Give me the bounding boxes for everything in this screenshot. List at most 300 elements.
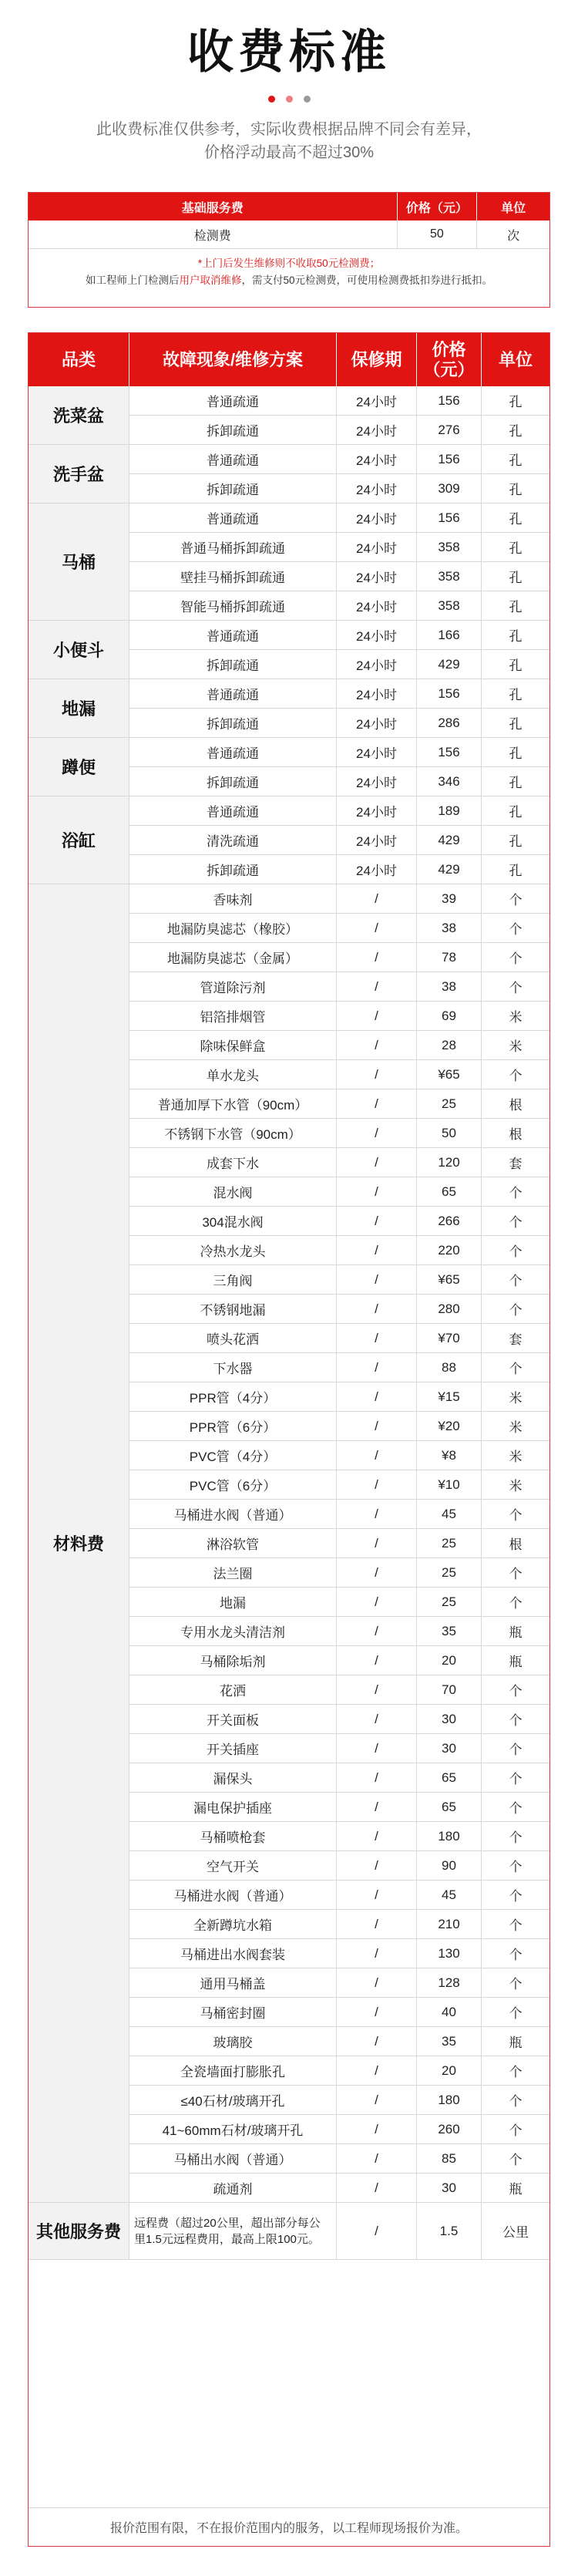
row-item: 41~60mm石材/玻璃开孔	[129, 2115, 337, 2143]
row-price: 40	[417, 1998, 482, 2026]
table-row	[129, 1148, 549, 1177]
row-item: 智能马桶拆卸疏通	[129, 591, 337, 620]
table-row	[129, 1646, 549, 1675]
row-price: 358	[417, 562, 482, 591]
row-unit: 个	[509, 1567, 523, 1581]
category-cell: 洗菜盆	[29, 386, 129, 445]
row-unit: 个	[509, 1508, 523, 1523]
row-price: 39	[417, 884, 482, 913]
row-item: PPR管（4分）	[129, 1382, 337, 1411]
row-item: 下水器	[129, 1353, 337, 1382]
row-warranty: /	[337, 1617, 417, 1645]
category-cell: 地漏	[29, 679, 129, 738]
table-row	[129, 2174, 549, 2203]
row-unit: 孔	[509, 571, 523, 585]
row-unit: 米	[509, 1391, 523, 1406]
table-row	[129, 2203, 549, 2260]
row-warranty: /	[337, 1060, 417, 1089]
row-unit: 个	[509, 2065, 523, 2079]
row-price: 25	[417, 1588, 482, 1616]
intro-text	[0, 118, 578, 164]
row-warranty: 24小时	[337, 767, 417, 796]
row-warranty: /	[337, 972, 417, 1001]
row-unit: 米	[509, 1420, 523, 1435]
table-row	[129, 503, 549, 533]
row-item: 地漏防臭滤芯（橡胶）	[129, 914, 337, 942]
row-price: ¥65	[417, 1265, 482, 1294]
table-row	[129, 445, 549, 474]
row-warranty: /	[337, 1851, 417, 1880]
row-item: 淋浴软管	[129, 1529, 337, 1557]
row-item: 拆卸疏通	[129, 416, 337, 444]
row-price: 309	[417, 474, 482, 503]
row-price: 25	[417, 1529, 482, 1557]
row-unit: 孔	[509, 541, 523, 556]
row-unit: 孔	[509, 424, 523, 439]
table-row	[129, 914, 549, 943]
row-unit: 个	[509, 1362, 523, 1376]
row-unit: 孔	[509, 805, 523, 820]
row-warranty: /	[337, 884, 417, 913]
row-price: 429	[417, 650, 482, 679]
row-warranty: 24小时	[337, 621, 417, 649]
category-cell: 蹲便	[29, 738, 129, 796]
row-item: PVC管（6分）	[129, 1470, 337, 1499]
table-row	[129, 1910, 549, 1939]
row-unit: 个	[509, 922, 523, 937]
row-warranty: 24小时	[337, 709, 417, 737]
row-unit: 孔	[509, 483, 523, 497]
table-row	[129, 1412, 549, 1441]
row-warranty: 24小时	[337, 650, 417, 679]
table-row	[129, 855, 549, 884]
header-category: 品类	[29, 333, 129, 386]
row-unit: 孔	[509, 776, 523, 790]
row-unit: 孔	[509, 629, 523, 644]
row-unit: 米	[509, 1479, 523, 1493]
row-price: ¥8	[417, 1441, 482, 1470]
table-row	[129, 1441, 549, 1470]
row-price: 88	[417, 1353, 482, 1382]
row-item: 不锈钢下水管（90cm）	[129, 1119, 337, 1147]
row-warranty: /	[337, 1324, 417, 1352]
row-price: 85	[417, 2144, 482, 2173]
row-price: 429	[417, 855, 482, 884]
row-warranty: /	[337, 1089, 417, 1118]
row-item: 漏电保护插座	[129, 1793, 337, 1821]
row-price: 30	[417, 1705, 482, 1733]
row-price: 50	[417, 1119, 482, 1147]
row-price: 180	[417, 1822, 482, 1850]
row-warranty: /	[337, 1822, 417, 1850]
row-price: 266	[417, 1207, 482, 1235]
basic-table-header	[29, 193, 549, 221]
header-warranty: 保修期	[337, 333, 417, 386]
basic-note	[29, 249, 549, 295]
row-warranty: /	[337, 2086, 417, 2114]
table-row	[129, 826, 549, 855]
category-cell: 洗手盆	[29, 445, 129, 503]
row-warranty: /	[337, 2056, 417, 2085]
row-item: 法兰圈	[129, 1558, 337, 1587]
row-item: 空气开关	[129, 1851, 337, 1880]
table-row	[129, 1002, 549, 1031]
page-title: 收费标准	[187, 26, 391, 78]
row-price: 189	[417, 796, 482, 825]
row-warranty: /	[337, 1002, 417, 1030]
row-price: 128	[417, 1968, 482, 1997]
row-unit: 孔	[509, 600, 523, 615]
row-item: 除味保鲜盒	[129, 1031, 337, 1059]
row-warranty: /	[337, 1646, 417, 1675]
row-item: 拆卸疏通	[129, 474, 337, 503]
row-item: 普通疏通	[129, 738, 337, 766]
row-warranty: /	[337, 1265, 417, 1294]
row-price: ¥65	[417, 1060, 482, 1089]
row-item: 铝箔排烟管	[129, 1002, 337, 1030]
basic-header-service: 基础服务费	[29, 193, 398, 221]
row-warranty: /	[337, 1793, 417, 1821]
dot-2	[286, 96, 293, 103]
category-cell: 浴缸	[29, 796, 129, 884]
row-unit: 个	[509, 1215, 523, 1230]
row-item: 喷头花洒	[129, 1324, 337, 1352]
pagination-dots	[0, 96, 578, 103]
row-warranty: /	[337, 914, 417, 942]
table-row	[129, 1793, 549, 1822]
row-unit: 米	[509, 1010, 523, 1025]
row-item: 304混水阀	[129, 1207, 337, 1235]
row-unit: 孔	[509, 688, 523, 702]
table-row	[129, 2115, 549, 2144]
row-price: 90	[417, 1851, 482, 1880]
row-unit: 米	[509, 1039, 523, 1054]
row-price: 156	[417, 445, 482, 473]
row-item: 漏保头	[129, 1763, 337, 1792]
row-price: 156	[417, 503, 482, 532]
row-item: 清洗疏通	[129, 826, 337, 854]
row-warranty: /	[337, 1353, 417, 1382]
note-text-b: ，需支付50元检测费，可使用检测费抵扣券进行抵扣。	[241, 274, 492, 286]
row-warranty: 24小时	[337, 445, 417, 473]
row-item: 普通疏通	[129, 796, 337, 825]
row-unit: 个	[509, 2123, 523, 2138]
row-warranty: /	[337, 1763, 417, 1792]
row-item: ≤40石材/玻璃开孔	[129, 2086, 337, 2114]
row-price: 358	[417, 591, 482, 620]
table-row	[129, 1763, 549, 1793]
row-item: 普通疏通	[129, 679, 337, 708]
row-unit: 根	[509, 1098, 523, 1113]
row-warranty: /	[337, 1295, 417, 1323]
row-unit: 孔	[509, 717, 523, 732]
table-row	[129, 1500, 549, 1529]
row-warranty: 24小时	[337, 386, 417, 415]
row-warranty: /	[337, 2027, 417, 2056]
row-price: 65	[417, 1793, 482, 1821]
row-item: 不锈钢地漏	[129, 1295, 337, 1323]
row-unit: 瓶	[509, 1655, 523, 1669]
row-item: 马桶进水阀（普通）	[129, 1500, 337, 1528]
row-warranty: /	[337, 943, 417, 971]
row-item: 地漏防臭滤芯（金属）	[129, 943, 337, 971]
row-warranty: 24小时	[337, 503, 417, 532]
row-warranty: /	[337, 1968, 417, 1997]
table-row	[129, 1265, 549, 1295]
row-warranty: /	[337, 2203, 417, 2259]
row-item: 普通马桶拆卸疏通	[129, 533, 337, 561]
basic-row-unit: 次	[507, 229, 520, 243]
row-unit: 个	[509, 1801, 523, 1816]
row-unit: 个	[509, 1772, 523, 1786]
row-item: 拆卸疏通	[129, 855, 337, 884]
category-cell: 材料费	[29, 884, 129, 2203]
row-price: 166	[417, 621, 482, 649]
row-price: 35	[417, 2027, 482, 2056]
row-warranty: /	[337, 1148, 417, 1177]
row-unit: 个	[509, 1889, 523, 1904]
row-unit: 个	[509, 1186, 523, 1200]
row-unit: 瓶	[509, 1625, 523, 1640]
row-price: ¥70	[417, 1324, 482, 1352]
row-price: 358	[417, 533, 482, 561]
row-warranty: /	[337, 1734, 417, 1763]
row-warranty: /	[337, 1470, 417, 1499]
basic-table-row	[29, 221, 549, 249]
row-price: 220	[417, 1236, 482, 1264]
row-price: 38	[417, 914, 482, 942]
row-price: 30	[417, 2174, 482, 2202]
row-price: 20	[417, 1646, 482, 1675]
row-price: 45	[417, 1881, 482, 1909]
row-price: 28	[417, 1031, 482, 1059]
table-row	[129, 1998, 549, 2027]
row-warranty: 24小时	[337, 796, 417, 825]
row-item: 冷热水龙头	[129, 1236, 337, 1264]
basic-row-price: 50	[398, 221, 478, 248]
row-item: 拆卸疏通	[129, 650, 337, 679]
row-price: 65	[417, 1763, 482, 1792]
row-warranty: /	[337, 1881, 417, 1909]
row-item: 专用水龙头清洁剂	[129, 1617, 337, 1645]
table-row	[129, 650, 549, 679]
row-item: 花洒	[129, 1675, 337, 1704]
row-warranty: 24小时	[337, 416, 417, 444]
table-row	[129, 1236, 549, 1265]
table-row	[129, 2027, 549, 2056]
row-unit: 个	[509, 1977, 523, 1992]
price-table	[28, 332, 550, 2547]
row-warranty: 24小时	[337, 474, 417, 503]
table-row	[129, 1851, 549, 1881]
row-unit: 个	[509, 2153, 523, 2167]
row-unit: 个	[509, 1918, 523, 1933]
note-text-highlight: 用户取消维修	[179, 274, 242, 286]
row-item: 马桶密封圈	[129, 1998, 337, 2026]
table-row	[129, 1734, 549, 1763]
row-unit: 瓶	[509, 2182, 523, 2197]
basic-service-table	[28, 192, 550, 308]
row-warranty: /	[337, 1939, 417, 1968]
table-row	[129, 1470, 549, 1500]
row-price: 346	[417, 767, 482, 796]
row-price: 30	[417, 1734, 482, 1763]
row-warranty: /	[337, 2144, 417, 2173]
row-warranty: /	[337, 1500, 417, 1528]
table-row	[129, 1617, 549, 1646]
row-item: 成套下水	[129, 1148, 337, 1177]
table-row	[129, 591, 549, 621]
basic-row-name: 检测费	[29, 221, 398, 248]
row-price: 78	[417, 943, 482, 971]
row-price: 276	[417, 416, 482, 444]
row-item: 马桶喷枪套	[129, 1822, 337, 1850]
row-item: 三角阀	[129, 1265, 337, 1294]
row-unit: 个	[509, 981, 523, 995]
row-item: 开关面板	[129, 1705, 337, 1733]
row-price: 429	[417, 826, 482, 854]
category-cell: 其他服务费	[29, 2203, 129, 2260]
row-price: ¥15	[417, 1382, 482, 1411]
table-row	[129, 1089, 549, 1119]
row-item: 玻璃胶	[129, 2027, 337, 2056]
row-item: PPR管（6分）	[129, 1412, 337, 1440]
table-row	[129, 1881, 549, 1910]
basic-note-line-1: *上门后发生维修则不收取50元检测费；	[197, 258, 381, 269]
row-unit: 套	[509, 1332, 523, 1347]
row-price: 35	[417, 1617, 482, 1645]
header-item: 故障现象/维修方案	[129, 333, 337, 386]
row-price: ¥20	[417, 1412, 482, 1440]
row-price: 286	[417, 709, 482, 737]
row-item: 拆卸疏通	[129, 767, 337, 796]
header-unit: 单位	[498, 349, 533, 369]
category-cell: 马桶	[29, 503, 129, 621]
row-price: 156	[417, 386, 482, 415]
row-item: 单水龙头	[129, 1060, 337, 1089]
table-row	[129, 1295, 549, 1324]
table-row	[129, 386, 549, 416]
row-price: 38	[417, 972, 482, 1001]
table-row	[129, 2144, 549, 2174]
row-item: 全瓷墙面打膨胀孔	[129, 2056, 337, 2085]
row-price: 65	[417, 1177, 482, 1206]
row-price: 156	[417, 679, 482, 708]
table-row	[129, 884, 549, 914]
row-warranty: /	[337, 1441, 417, 1470]
row-price: 130	[417, 1939, 482, 1968]
row-unit: 个	[509, 1830, 523, 1845]
row-unit: 孔	[509, 453, 523, 468]
table-row	[129, 679, 549, 709]
table-row	[129, 767, 549, 796]
row-item: 香味剂	[129, 884, 337, 913]
row-item: 管道除污剂	[129, 972, 337, 1001]
row-warranty: /	[337, 1558, 417, 1587]
table-row	[129, 972, 549, 1002]
row-price: 210	[417, 1910, 482, 1938]
row-item: 普通加厚下水管（90cm）	[129, 1089, 337, 1118]
row-price: 69	[417, 1002, 482, 1030]
row-warranty: /	[337, 2115, 417, 2143]
row-warranty: /	[337, 1910, 417, 1938]
row-price: 70	[417, 1675, 482, 1704]
row-item: 普通疏通	[129, 621, 337, 649]
row-unit: 孔	[509, 395, 523, 409]
row-unit: 个	[509, 1596, 523, 1611]
row-price: 45	[417, 1500, 482, 1528]
row-unit: 个	[509, 1274, 523, 1288]
basic-header-unit: 单位	[501, 201, 526, 215]
row-item: 壁挂马桶拆卸疏通	[129, 562, 337, 591]
table-footer-note: 报价范围有限，不在报价范围内的服务，以工程师现场报价为准。	[29, 2507, 549, 2546]
row-warranty: /	[337, 1529, 417, 1557]
row-unit: 个	[509, 893, 523, 907]
table-row	[129, 1382, 549, 1412]
dot-3	[304, 96, 311, 103]
row-unit: 个	[509, 951, 523, 966]
note-text-a: 如工程师上门检测后	[85, 274, 180, 286]
row-warranty: /	[337, 1705, 417, 1733]
row-unit: 个	[509, 1948, 523, 1962]
row-price: 1.5	[417, 2203, 482, 2259]
intro-line-2: 价格浮动最高不超过30%	[203, 144, 375, 161]
table-row	[129, 1353, 549, 1382]
row-warranty: /	[337, 1675, 417, 1704]
row-unit: 公里	[502, 2225, 529, 2240]
row-unit: 根	[509, 1127, 523, 1142]
row-warranty: /	[337, 1412, 417, 1440]
row-unit: 米	[509, 1450, 523, 1464]
table-row	[129, 1968, 549, 1998]
table-row	[129, 474, 549, 503]
row-unit: 个	[509, 1303, 523, 1318]
row-unit: 个	[509, 1713, 523, 1728]
table-row	[129, 1705, 549, 1734]
table-row	[129, 1588, 549, 1617]
dot-1	[268, 96, 275, 103]
price-table-header	[29, 333, 549, 386]
row-warranty: 24小时	[337, 679, 417, 708]
row-item: 普通疏通	[129, 503, 337, 532]
basic-note-line-2	[36, 272, 542, 289]
table-row	[129, 2056, 549, 2086]
row-warranty: /	[337, 1177, 417, 1206]
header-price: 价格 （元）	[417, 333, 482, 386]
table-row	[129, 1207, 549, 1236]
row-unit: 个	[509, 2094, 523, 2109]
intro-line-1: 此收费标准仅供参考，实际收费根据品牌不同会有差异，	[96, 121, 482, 138]
row-price: 120	[417, 1148, 482, 1177]
row-warranty: /	[337, 1588, 417, 1616]
row-warranty: /	[337, 1236, 417, 1264]
row-unit: 个	[509, 1684, 523, 1699]
row-warranty: 24小时	[337, 826, 417, 854]
row-item: 拆卸疏通	[129, 709, 337, 737]
row-unit: 个	[509, 1860, 523, 1874]
row-unit: 根	[509, 1537, 523, 1552]
table-row	[129, 1558, 549, 1588]
row-warranty: /	[337, 1382, 417, 1411]
table-row	[129, 1177, 549, 1207]
row-unit: 套	[509, 1157, 523, 1171]
row-warranty: /	[337, 1207, 417, 1235]
table-row	[129, 738, 549, 767]
row-item: 远程费（超过20公里，超出部分每公里1.5元远程费用，最高上限100元。	[129, 2203, 337, 2259]
table-row	[129, 621, 549, 650]
row-unit: 个	[509, 1069, 523, 1083]
row-item: 混水阀	[129, 1177, 337, 1206]
